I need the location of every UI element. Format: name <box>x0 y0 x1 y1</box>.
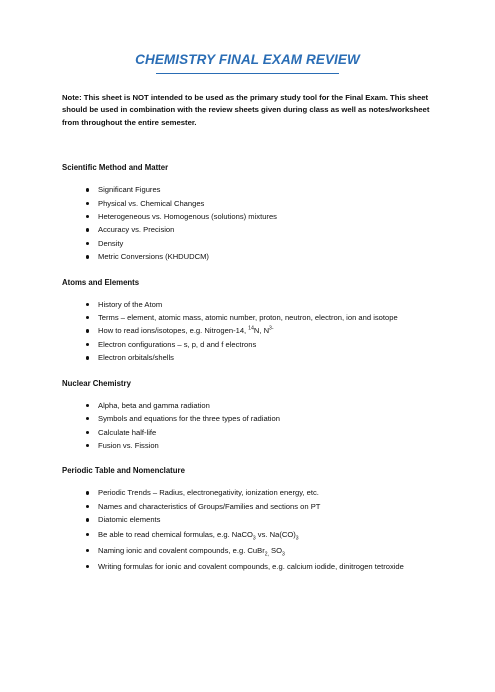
section-title: Scientific Method and Matter <box>62 163 169 173</box>
bullet-icon <box>86 303 89 306</box>
title-underline <box>156 73 339 74</box>
bullet-icon <box>86 343 89 346</box>
list-item: Alpha, beta and gamma radiation <box>86 399 433 412</box>
bullet-icon <box>86 188 89 191</box>
bullet-icon <box>86 444 89 447</box>
section-title: Periodic Table and Nomenclature <box>62 466 185 476</box>
section-periodic-table <box>62 466 433 574</box>
bullet-icon <box>86 505 89 508</box>
section-title: Atoms and Elements <box>62 277 140 287</box>
bullet-icon <box>86 202 89 205</box>
bullet-icon <box>86 255 89 258</box>
list-item: How to read ions/isotopes, e.g. Nitrogen-14, $^{14}$N, $N^{3-}$ <box>86 324 433 337</box>
bullet-icon <box>86 215 89 218</box>
bullet-icon <box>86 533 89 536</box>
bullet-icon <box>86 518 89 521</box>
note-paragraph: Note: This sheet is NOT intended to be used as the primary study tool for the Final Exam. This sheet should be used in combination with the review sheets given during class as well as notes/worksheet from throughout the entire semester. <box>62 93 430 127</box>
list-item: Writing formulas for ionic and covalent compounds, e.g. calcium iodide, dinitrogen tetroxide <box>86 559 433 575</box>
section-title: Nuclear Chemistry <box>62 378 131 388</box>
list-item: Periodic Trends – Radius, electronegativity, ionization energy, etc. <box>86 486 433 499</box>
list-item: Calculate half-life <box>86 426 433 439</box>
list-item: Terms – element, atomic mass, atomic number, proton, neutron, electron, ion and isotope <box>86 311 433 324</box>
bullet-icon <box>86 356 89 359</box>
bullet-list <box>62 298 433 365</box>
list-item: History of the Atom <box>86 298 433 311</box>
list-item: Density <box>86 237 433 250</box>
list-item: Be able to read chemical formulas, e.g. NaCO$_3$ vs. $Na(CO)_3$ <box>86 527 433 543</box>
bullet-list <box>62 399 433 453</box>
list-item: Electron orbitals/shells <box>86 351 433 364</box>
section-scientific-method <box>62 163 433 263</box>
list-item: Symbols and equations for the three types of radiation <box>86 412 433 425</box>
list-item: Naming ionic and covalent compounds, e.g. CuBr$_{2,}$ $SO_3$ <box>86 543 433 559</box>
list-item: Fusion vs. Fission <box>86 439 433 452</box>
bullet-icon <box>86 329 89 332</box>
bullet-icon <box>86 491 89 494</box>
list-item: Diatomic elements <box>86 513 433 526</box>
bullet-icon <box>86 404 89 407</box>
document-page <box>0 52 495 692</box>
bullet-icon <box>86 316 89 319</box>
bullet-icon <box>86 565 89 568</box>
bullet-icon <box>86 228 89 231</box>
list-item: Heterogeneous vs. Homogenous (solutions) mixtures <box>86 210 433 223</box>
section-atoms-elements <box>62 278 433 365</box>
bullet-icon <box>86 431 89 434</box>
bullet-icon <box>86 549 89 552</box>
list-item: Names and characteristics of Groups/Families and sections on PT <box>86 500 433 513</box>
bullet-list <box>62 486 433 574</box>
bullet-list <box>62 183 433 263</box>
page-title: CHEMISTRY FINAL EXAM REVIEW <box>135 52 360 67</box>
section-nuclear-chemistry <box>62 379 433 453</box>
list-item: Significant Figures <box>86 183 433 196</box>
list-item: Accuracy vs. Precision <box>86 223 433 236</box>
list-item: Electron configurations – s, p, d and f electrons <box>86 338 433 351</box>
list-item: Metric Conversions (KHDUDCM) <box>86 250 433 263</box>
bullet-icon <box>86 242 89 245</box>
list-item: Physical vs. Chemical Changes <box>86 197 433 210</box>
bullet-icon <box>86 417 89 420</box>
